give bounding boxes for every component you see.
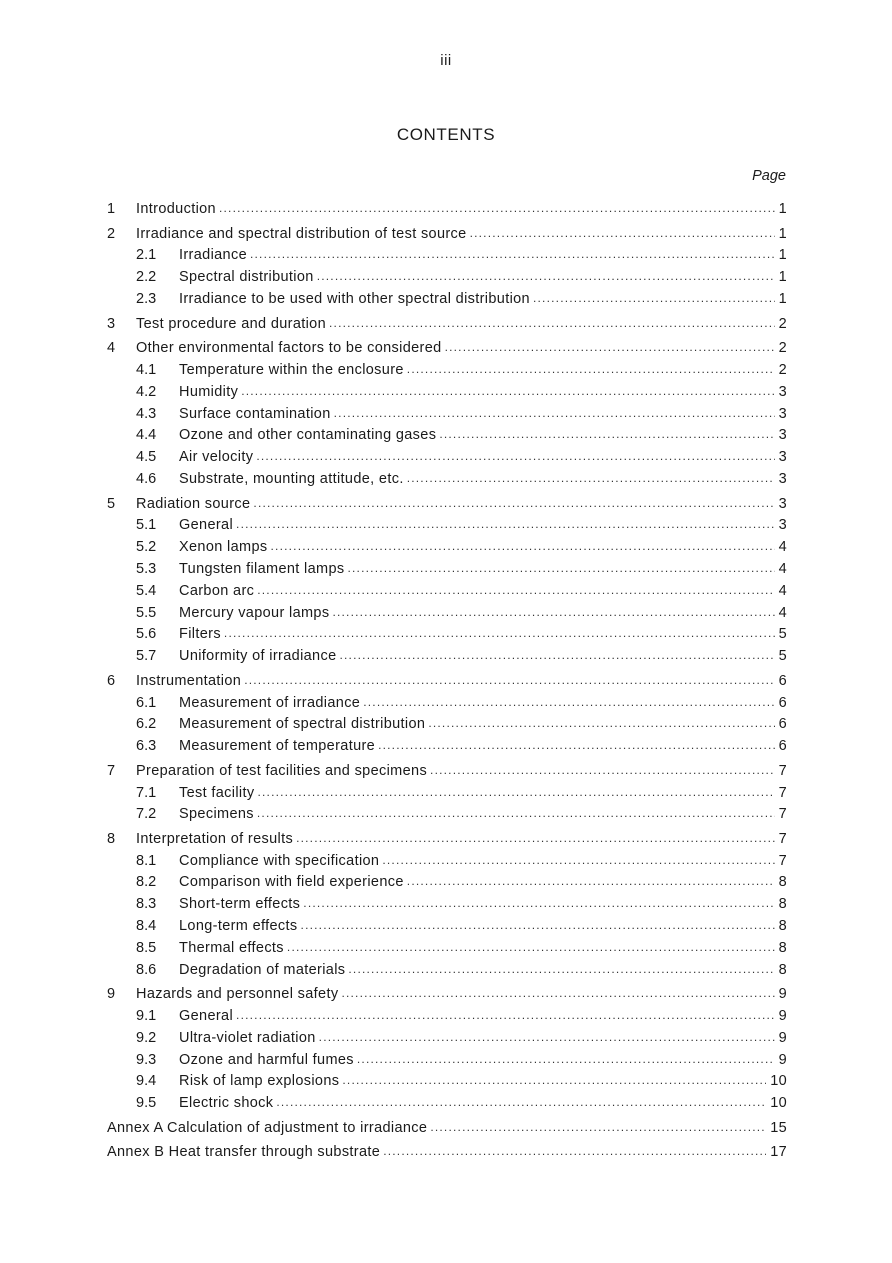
toc-entry-number: 6.1 bbox=[136, 694, 157, 711]
toc-entry-page: 7 bbox=[778, 784, 787, 801]
dot-leader bbox=[382, 851, 774, 870]
toc-entry-number: 4.3 bbox=[136, 405, 157, 422]
toc-entry-page: 4 bbox=[778, 582, 787, 599]
dot-leader bbox=[253, 494, 774, 513]
toc-entry-number: 9.4 bbox=[136, 1073, 157, 1090]
toc-entry-title: Risk of lamp explosions bbox=[179, 1072, 342, 1091]
toc-entry-number: 8 bbox=[107, 830, 116, 847]
toc-entry-title: Temperature within the enclosure bbox=[179, 361, 407, 380]
toc-entry-number: 8.4 bbox=[136, 918, 157, 935]
dot-leader bbox=[357, 1050, 775, 1069]
toc-entry-number: 1 bbox=[107, 201, 116, 217]
toc-entry-page: 7 bbox=[778, 830, 787, 847]
toc-entry-number: 5.3 bbox=[136, 560, 157, 577]
dot-leader bbox=[236, 1006, 775, 1025]
toc-entry-page: 8 bbox=[778, 896, 787, 913]
toc-entry-title: Surface contamination bbox=[179, 405, 334, 424]
toc-entry-number: 9.5 bbox=[136, 1095, 157, 1112]
dot-leader bbox=[224, 624, 775, 643]
toc-section-entry[interactable] bbox=[107, 762, 787, 784]
toc-entry-page: 7 bbox=[778, 852, 787, 869]
toc-entry-page: 9 bbox=[778, 1008, 787, 1025]
toc-entry-title: Measurement of spectral distribution bbox=[179, 715, 428, 734]
dot-leader bbox=[430, 1118, 766, 1137]
dot-leader bbox=[236, 515, 775, 534]
dot-leader bbox=[332, 603, 774, 622]
dot-leader bbox=[303, 894, 774, 913]
toc-subsection-entry[interactable] bbox=[107, 361, 787, 383]
toc-entry-number: 7.2 bbox=[136, 806, 157, 823]
toc-subsection-entry[interactable] bbox=[107, 694, 787, 716]
toc-entry-number: 2.2 bbox=[136, 269, 157, 286]
toc-entry-page: 3 bbox=[778, 405, 787, 422]
toc-entry-page: 5 bbox=[778, 648, 787, 665]
toc-annex-entry[interactable] bbox=[107, 1143, 787, 1165]
toc-entry-title: Test procedure and duration bbox=[136, 315, 329, 334]
toc-subsection-entry[interactable] bbox=[107, 784, 787, 806]
toc-entry-page: 17 bbox=[770, 1144, 787, 1161]
toc-entry-number: 5.5 bbox=[136, 604, 157, 621]
toc-entry-page: 5 bbox=[778, 626, 787, 643]
dot-leader bbox=[301, 916, 775, 935]
toc-entry-number: 5.4 bbox=[136, 582, 157, 599]
toc-entry-number: 6 bbox=[107, 672, 116, 689]
dot-leader bbox=[276, 1093, 766, 1112]
toc-entry-number: 3 bbox=[107, 315, 116, 332]
toc-entry-title: Irradiance and spectral distribution of test source bbox=[136, 225, 470, 244]
toc-entry-number: 2.3 bbox=[136, 290, 157, 307]
toc-entry-page: 2 bbox=[778, 361, 787, 378]
toc-subsection-entry[interactable] bbox=[107, 604, 787, 626]
toc-subsection-entry[interactable] bbox=[107, 625, 787, 647]
toc-entry-title: Carbon arc bbox=[179, 582, 257, 601]
toc-entry-number: 5.6 bbox=[136, 626, 157, 643]
dot-leader bbox=[470, 224, 775, 243]
dot-leader bbox=[257, 783, 774, 802]
toc-entry-number: 5.2 bbox=[136, 539, 157, 556]
toc-entry-title: Humidity bbox=[179, 383, 241, 402]
toc-subsection-entry[interactable] bbox=[107, 1051, 787, 1073]
toc-entry-title: Spectral distribution bbox=[179, 268, 317, 287]
toc-entry-number: 4.1 bbox=[136, 361, 157, 378]
toc-entry-title: Radiation source bbox=[136, 495, 253, 514]
dot-leader bbox=[439, 425, 774, 444]
toc-subsection-entry[interactable] bbox=[107, 448, 787, 470]
toc-annex-entry[interactable] bbox=[107, 1119, 787, 1141]
toc-subsection-entry[interactable] bbox=[107, 1072, 787, 1094]
dot-leader bbox=[339, 646, 774, 665]
toc-entry-number: 4 bbox=[107, 340, 116, 357]
dot-leader bbox=[241, 382, 774, 401]
toc-entry-page: 9 bbox=[778, 986, 787, 1003]
dot-leader bbox=[317, 267, 775, 286]
toc-entry-number: 4.2 bbox=[136, 383, 157, 400]
toc-entry-page: 8 bbox=[778, 961, 787, 978]
toc-entry-number: 8.6 bbox=[136, 961, 157, 978]
toc-entry-number: 4.4 bbox=[136, 427, 157, 444]
contents-title: CONTENTS bbox=[396, 125, 496, 144]
dot-leader bbox=[250, 245, 775, 264]
toc-entry-number: 8.3 bbox=[136, 896, 157, 913]
toc-subsection-entry[interactable] bbox=[107, 405, 787, 427]
toc-entry-number: 9.1 bbox=[136, 1008, 157, 1025]
dot-leader bbox=[342, 1071, 766, 1090]
toc-entry-page: 7 bbox=[778, 762, 787, 779]
toc-section-entry[interactable] bbox=[107, 830, 787, 852]
dot-leader bbox=[348, 960, 774, 979]
dot-leader bbox=[445, 338, 775, 357]
toc-entry-number: 9.2 bbox=[136, 1029, 157, 1046]
toc-entry-page: 10 bbox=[770, 1095, 787, 1112]
toc-entry-page: 3 bbox=[778, 495, 787, 512]
toc-subsection-entry[interactable] bbox=[107, 647, 787, 669]
toc-entry-page: 6 bbox=[778, 694, 787, 711]
toc-entry-number: 4.5 bbox=[136, 449, 157, 466]
toc-entry-page: 9 bbox=[778, 1029, 787, 1046]
toc-entry-number: 4.6 bbox=[136, 470, 157, 487]
toc-entry-page: 8 bbox=[778, 874, 787, 891]
toc-entry-title: Irradiance to be used with other spectral distribution bbox=[179, 290, 533, 309]
toc-section-entry[interactable] bbox=[107, 672, 787, 694]
toc-entry-number: 7 bbox=[107, 762, 116, 779]
toc-entry-number: 8.1 bbox=[136, 852, 157, 869]
toc-section-entry[interactable] bbox=[107, 225, 787, 247]
toc-entry-title: Filters bbox=[179, 625, 224, 644]
toc-entry-page: 3 bbox=[778, 449, 787, 466]
toc-subsection-entry[interactable] bbox=[107, 1094, 787, 1116]
dot-leader bbox=[347, 559, 774, 578]
toc-entry-title: Degradation of materials bbox=[179, 961, 348, 980]
toc-entry-number: 2 bbox=[107, 225, 116, 242]
toc-subsection-entry[interactable] bbox=[107, 538, 787, 560]
toc-entry-title: Introduction bbox=[136, 200, 219, 219]
dot-leader bbox=[296, 829, 775, 848]
toc-entry-page: 8 bbox=[778, 918, 787, 935]
toc-entry-title: Xenon lamps bbox=[179, 538, 271, 557]
toc-entry-title: Long-term effects bbox=[179, 917, 301, 936]
dot-leader bbox=[244, 671, 774, 690]
toc-entry-page: 1 bbox=[778, 269, 787, 286]
dot-leader bbox=[329, 314, 775, 333]
toc-entry-number: 5 bbox=[107, 495, 116, 512]
toc-entry-title: General bbox=[179, 1007, 236, 1026]
toc-entry-title: Other environmental factors to be considered bbox=[136, 339, 445, 358]
toc-entry-title: Measurement of temperature bbox=[179, 737, 378, 756]
toc-entry-number: 8.5 bbox=[136, 939, 157, 956]
toc-entry-title: Ozone and harmful fumes bbox=[179, 1051, 357, 1070]
dot-leader bbox=[428, 714, 774, 733]
dot-leader bbox=[257, 804, 775, 823]
toc-entry-page: 2 bbox=[778, 315, 787, 332]
toc-entry-number: 8.2 bbox=[136, 874, 157, 891]
dot-leader bbox=[407, 360, 775, 379]
dot-leader bbox=[533, 289, 775, 308]
toc-subsection-entry[interactable] bbox=[107, 917, 787, 939]
toc-subsection-entry[interactable] bbox=[107, 1007, 787, 1029]
toc-entry-number: 6.2 bbox=[136, 716, 157, 733]
dot-leader bbox=[256, 447, 774, 466]
dot-leader bbox=[363, 693, 774, 712]
toc-entry-title: Air velocity bbox=[179, 448, 256, 467]
toc-entry-title: Mercury vapour lamps bbox=[179, 604, 332, 623]
toc-entry-page: 7 bbox=[778, 806, 787, 823]
toc-subsection-entry[interactable] bbox=[107, 268, 787, 290]
toc-entry-page: 3 bbox=[778, 470, 787, 487]
toc-entry-title: Substrate, mounting attitude, etc. bbox=[179, 470, 407, 489]
toc-subsection-entry[interactable] bbox=[107, 383, 787, 405]
dot-leader bbox=[319, 1028, 775, 1047]
toc-entry-title: Irradiance bbox=[179, 246, 250, 265]
page-column-heading: Page bbox=[752, 168, 786, 184]
toc-subsection-entry[interactable] bbox=[107, 737, 787, 759]
toc-entry-page: 2 bbox=[778, 340, 787, 357]
toc-entry-number: 5.1 bbox=[136, 517, 157, 534]
toc-entry-title: Compliance with specification bbox=[179, 852, 382, 871]
toc-subsection-entry[interactable] bbox=[107, 961, 787, 983]
toc-subsection-entry[interactable] bbox=[107, 895, 787, 917]
toc-entry-page: 4 bbox=[778, 539, 787, 556]
toc-section-entry[interactable] bbox=[107, 315, 787, 337]
toc-entry-title: Preparation of test facilities and specimens bbox=[136, 762, 430, 781]
toc-entry-title: Short-term effects bbox=[179, 895, 303, 914]
toc-entry-title: Measurement of irradiance bbox=[179, 694, 363, 713]
toc-subsection-entry[interactable] bbox=[107, 852, 787, 874]
toc-entry-page: 6 bbox=[778, 716, 787, 733]
toc-subsection-entry[interactable] bbox=[107, 290, 787, 312]
toc-entry-title: Thermal effects bbox=[179, 939, 287, 958]
toc-entry-page: 1 bbox=[778, 225, 787, 242]
toc-subsection-entry[interactable] bbox=[107, 1029, 787, 1051]
toc-subsection-entry[interactable] bbox=[107, 246, 787, 268]
dot-leader bbox=[341, 984, 774, 1003]
toc-entry-page: 1 bbox=[778, 247, 787, 264]
dot-leader bbox=[430, 761, 775, 780]
toc-entry-title: Hazards and personnel safety bbox=[136, 985, 341, 1004]
toc-entry-page: 6 bbox=[778, 672, 787, 689]
toc-subsection-entry[interactable] bbox=[107, 715, 787, 737]
toc-section-entry[interactable] bbox=[107, 495, 787, 517]
toc-entry-title: General bbox=[179, 516, 236, 535]
page-number: iii bbox=[440, 52, 452, 69]
toc-entry-title: Instrumentation bbox=[136, 672, 244, 691]
toc-section-entry[interactable] bbox=[107, 200, 787, 222]
toc-entry-page: 3 bbox=[778, 517, 787, 534]
dot-leader bbox=[383, 1142, 766, 1161]
table-of-contents bbox=[107, 200, 787, 1165]
toc-entry-page: 8 bbox=[778, 939, 787, 956]
toc-subsection-entry[interactable] bbox=[107, 873, 787, 895]
toc-subsection-entry[interactable] bbox=[107, 426, 787, 448]
toc-entry-page: 4 bbox=[778, 560, 787, 577]
toc-subsection-entry[interactable] bbox=[107, 516, 787, 538]
dot-leader bbox=[407, 469, 775, 488]
toc-entry-title: Specimens bbox=[179, 805, 257, 824]
toc-subsection-entry[interactable] bbox=[107, 582, 787, 604]
toc-entry-number: 5.7 bbox=[136, 648, 157, 665]
dot-leader bbox=[407, 872, 775, 891]
toc-subsection-entry[interactable] bbox=[107, 470, 787, 492]
toc-entry-page: 3 bbox=[778, 383, 787, 400]
dot-leader bbox=[378, 736, 775, 755]
toc-entry-page: 1 bbox=[778, 201, 787, 217]
toc-subsection-entry[interactable] bbox=[107, 939, 787, 961]
toc-entry-title: Annex B Heat transfer through substrate bbox=[107, 1143, 383, 1162]
toc-entry-page: 3 bbox=[778, 427, 787, 444]
dot-leader bbox=[219, 199, 775, 218]
toc-entry-title: Comparison with field experience bbox=[179, 873, 407, 892]
toc-entry-page: 15 bbox=[770, 1119, 787, 1136]
toc-section-entry[interactable] bbox=[107, 985, 787, 1007]
toc-entry-title: Test facility bbox=[179, 784, 257, 803]
toc-entry-page: 10 bbox=[770, 1073, 787, 1090]
toc-entry-number: 9 bbox=[107, 986, 116, 1003]
toc-entry-title: Interpretation of results bbox=[136, 830, 296, 849]
toc-section-entry[interactable] bbox=[107, 339, 787, 361]
toc-entry-page: 9 bbox=[778, 1051, 787, 1068]
toc-subsection-entry[interactable] bbox=[107, 560, 787, 582]
dot-leader bbox=[271, 537, 775, 556]
toc-entry-number: 6.3 bbox=[136, 738, 157, 755]
toc-entry-page: 1 bbox=[778, 290, 787, 307]
toc-entry-title: Ozone and other contaminating gases bbox=[179, 426, 439, 445]
toc-entry-number: 9.3 bbox=[136, 1051, 157, 1068]
toc-subsection-entry[interactable] bbox=[107, 805, 787, 827]
toc-entry-page: 4 bbox=[778, 604, 787, 621]
toc-entry-title: Tungsten filament lamps bbox=[179, 560, 347, 579]
toc-entry-title: Electric shock bbox=[179, 1094, 276, 1113]
toc-entry-title: Ultra-violet radiation bbox=[179, 1029, 319, 1048]
toc-entry-page: 6 bbox=[778, 738, 787, 755]
toc-entry-title: Uniformity of irradiance bbox=[179, 647, 339, 666]
dot-leader bbox=[334, 404, 775, 423]
toc-entry-number: 2.1 bbox=[136, 247, 157, 264]
toc-entry-title: Annex A Calculation of adjustment to irradiance bbox=[107, 1119, 430, 1138]
toc-entry-number: 7.1 bbox=[136, 784, 157, 801]
dot-leader bbox=[257, 581, 774, 600]
dot-leader bbox=[287, 938, 775, 957]
